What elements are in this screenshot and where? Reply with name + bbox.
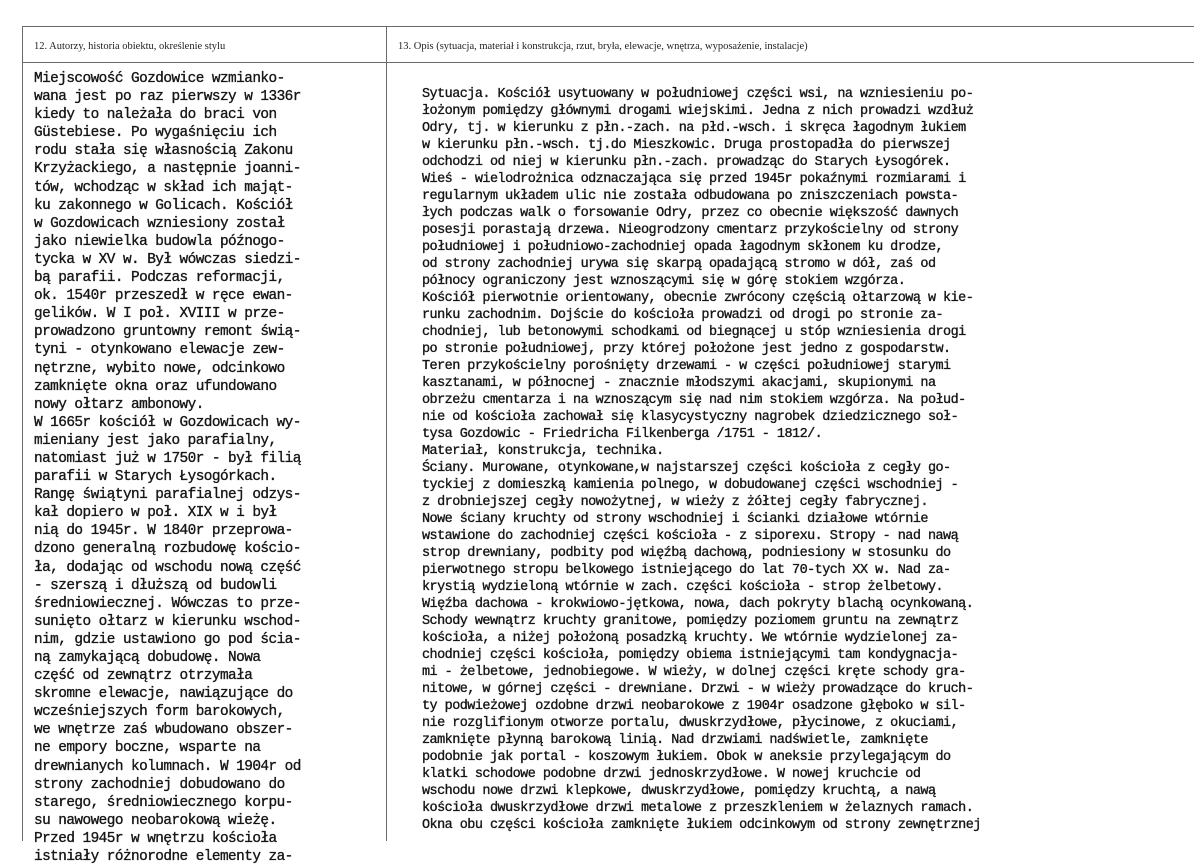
description-text-line: mi - żelbetowe, jednobiegowe. W wieży, w dolnej części kręte schody gra- [422,665,966,680]
history-text-line: Rangę świątyni parafialnej odzys- [34,487,301,504]
history-text-line: tyni - otynkowano elewacje zew- [34,342,285,359]
description-text-line: runku zachodnim. Dojście do kościoła prowadzi od drogi po stronie za- [422,308,944,323]
history-text-line: su nawowego neobarokową wieżę. [34,812,277,829]
description-text-line: tysa Gozdowic - Friedricha Filkenberga /1751 - 1812/. [422,427,823,442]
history-text-line: wana jest po raz pierwszy w 1336r [34,89,301,106]
description-text [422,86,981,834]
history-text-line: Krzyżackiego, a następnie joanni- [34,161,301,178]
description-text-line: Sytuacja. Kościół usytuowany w południowej części wsi, na wzniesieniu po- [422,87,974,102]
description-text-line: kościoła, a niżej położoną posadzką kruchty. We wtórnie wydzielonej za- [422,631,959,646]
history-text-line: starego, średniowiecznego korpu- [34,794,293,811]
description-text-line: tyckiej z domieszką kamienia polnego, w dobudowanej części wschodniej - [422,478,959,493]
history-text-line: dzono generalną rozbudowę kościo- [34,541,301,558]
history-text-line: sunięto ołtarz w kierunku wschod- [34,613,301,630]
field-label-history: 12. Autorzy, historia obiektu, określenie stylu [34,41,226,52]
history-text-line: Güstebiese. Po wygaśnięciu ich [34,125,277,142]
history-text-line: część od zewnątrz otrzymała [34,668,253,685]
history-text-line: istniały różnorodne elementy za- [34,849,293,866]
history-text-line: ła, dodając od wschodu nową część [34,559,301,576]
history-text-line: średniowiecznej. Wówczas to prze- [34,595,301,612]
description-text-line: Schody wewnątrz kruchty granitowe, pomiędzy poziomem gruntu na zewnątrz [422,614,959,629]
description-text-line: od strony zachodniej urywa się skarpą opadającą stromo w dół, zaś od [422,257,936,272]
description-text-line: kasztanami, w północnej - znacznie młodszymi akacjami, skupionymi na [422,376,936,391]
column-divider [386,26,387,841]
history-text-line: wcześniejszych form barokowych, [34,704,285,721]
description-text-line: Materiał, konstrukcja, technika. [422,444,664,459]
history-text-line: tycka w XV w. Był wówczas siedzi- [34,251,301,268]
history-text-line: nim, gdzie ustawiono go pod ścia- [34,631,301,648]
description-text-line: nitowe, w górnej części - drewniane. Drzwi - w wieży prowadzące do kruch- [422,682,974,697]
history-text-line: Przed 1945r w wnętrzu kościoła [34,830,277,847]
history-text-line: zamknięte okna oraz ufundowano [34,378,277,395]
description-text-line: Kościół pierwotnie orientowany, obecnie zwrócony częścią ołtarzową w kie- [422,291,974,306]
description-text-line: kościoła dwuskrzydłowe drzwi metalowe z przeszkleniem w żelaznych ramach. [422,801,974,816]
description-text-line: Wieś - wielodrożnica odznaczająca się przed 1945r pokaźnymi rozmiarami i [422,172,966,187]
history-text-line: nowy ołtarz ambonowy. [34,396,204,413]
description-text-line: obrzeżu cmentarza i na wznoszącym się nad nim stokiem wzgórza. Na połud- [422,393,966,408]
description-text-line: podobnie jak portal - koszowym łukiem. Obok w aneksie przylegającym do [422,750,951,765]
description-text-line: Więźba dachowa - krokwiowo-jętkowa, nowa, dach pokryty blachą ocynkowaną. [422,597,974,612]
field-label-description: 13. Opis (sytuacja, materiał i konstrukcja, rzut, bryła, elewacje, wnętrza, wyposażenie, instalacje) [398,41,808,52]
description-text-line: strop drewniany, podbity pod więźbą dachową, podniesiony w stosunku do [422,546,951,561]
description-text-line: Teren przykościelny porośnięty drzewami - w części południowej starymi [422,359,951,374]
history-text-line: ne empory boczne, wsparte na [34,740,261,757]
history-text [34,70,301,866]
description-text-line: odchodzi od niej w kierunku płn.-zach. prowadząc do Starych Łysogórek. [422,155,951,170]
history-text-line: ku zakonnego w Golicach. Kościół [34,197,293,214]
history-text-line: mieniany jest jako parafialny, [34,432,277,449]
history-text-line: w Gozdowicach wzniesiony został [34,215,285,232]
description-text-line: ty podwieżowej ozdobne drzwi neobarokowe z 1904r osadzone głęboko w sil- [422,699,966,714]
description-text-line: wstawione do zachodniej części kościoła - z siporexu. Stropy - nad nawą [422,529,959,544]
description-text-line: klatki schodowe podobne drzwi jednoskrzydłowe. W nowej kruchcie od [422,767,921,782]
history-text-line: - szerszą i dłuższą od budowli [34,577,277,594]
description-text-line: Ściany. Murowane, otynkowane,w najstarszej części kościoła z cegły go- [422,461,951,476]
description-text-line: łych podczas walk o forsowanie Odry, przez co obecnie większość dawnych [422,206,959,221]
history-text-line: gelików. W I poł. XVIII w prze- [34,306,285,323]
history-text-line: kiedy to należała do braci von [34,107,277,124]
description-text-line: regularnym układem ulic nie została odbudowana po zniszczeniach powsta- [422,189,959,204]
description-text-line: południowej i południowo-zachodniej opada łagodnym skłonem ku drodze, [422,240,944,255]
description-text-line: posesji porastają drzewa. Nieogrodzony cmentarz przykościelny od strony [422,223,959,238]
history-text-line: strony zachodniej dobudowano do [34,776,285,793]
description-text-line: krystią wydzieloną wtórnie w zach. części kościoła - strop żelbetowy. [422,580,944,595]
description-text-line: chodniej części kościoła, pomiędzy obiema istniejącymi tam kondygnacja- [422,648,959,663]
description-text-line: północy ograniczony jest wznoszącymi się w górę stokiem wzgórza. [422,274,906,289]
history-text-line: nętrzne, wybito nowe, odcinkowo [34,360,285,377]
history-text-line: kał dopiero w poł. XIX w i był [34,505,277,522]
description-text-line: wschodu nowe drzwi klepkowe, dwuskrzydłowe, pomiędzy kruchtą, a nawą [422,784,936,799]
history-text-line: natomiast już w 1750r - był filią [34,450,301,467]
description-text-line: chodniej, lub betonowymi schodkami od biegnącej u stóp wzniesienia drogi [422,325,966,340]
history-text-line: tów, wchodząc w skład ich mająt- [34,179,293,196]
description-text-line: nie rozglifionym otworze portalu, dwuskrzydłowe, płycinowe, z okuciami, [422,716,959,731]
history-text-line: ok. 1540r przeszedł w ręce ewan- [34,288,293,305]
description-text-line: łożonym pomiędzy głównymi drogami wiejskimi. Jedna z nich prowadzi wzdłuż [422,104,974,119]
history-text-line: parafii w Starych Łysogórkach. [34,469,277,486]
history-text-line: skromne elewacje, nawiązujące do [34,686,293,703]
history-text-line: W 1665r kościół w Gozdowicach wy- [34,414,301,431]
header-divider [22,62,1194,63]
description-text-line: Nowe ściany kruchty od strony wschodniej i ścianki działowe wtórnie [422,512,928,527]
description-text-line: Odry, tj. w kierunku z płn.-zach. na płd.-wsch. i skręca łagodnym łukiem [422,121,966,136]
history-text-line: ną zamykającą dobudowę. Nowa [34,650,261,666]
history-text-line: bą parafii. Podczas reformacji, [34,270,285,287]
history-text-line: jako niewielka budowla późnogo- [34,233,285,250]
description-text-line: po stronie południowej, przy której położone jest jedno z gospodarstw. [422,342,951,357]
description-text-line: Okna obu części kościoła zamknięte łukiem odcinkowym od strony zewnętrznej [422,818,981,833]
description-text-line: nie od kościoła zachował się klasycystyczny nagrobek dziedzicznego soł- [422,410,959,425]
description-text-line: zamknięte płynną barokową linią. Nad drzwiami nadświetle, zamknięte [422,733,928,748]
history-text-line: drewnianych kolumnach. W 1904r od [34,758,301,775]
history-text-line: nią do 1945r. W 1840r przeprowa- [34,523,293,540]
history-text-line: Miejscowość Gozdowice wzmianko- [34,71,285,87]
description-text-line: pierwotnego stropu belkowego istniejącego do lat 70-tych XX w. Nad za- [422,563,951,578]
description-text-line: w kierunku płn.-wsch. tj.do Mieszkowic. Druga prostopadła do pierwszej [422,138,951,153]
history-text-line: prowadzono gruntowny remont świą- [34,324,301,341]
description-text-line: z drobniejszej cegły nowożytnej, w wieży z żółtej cegły fabrycznej. [422,495,928,510]
history-text-line: rodu stała się własnością Zakonu [34,143,293,160]
history-text-line: we wnętrze zaś wbudowano obszer- [34,722,293,739]
